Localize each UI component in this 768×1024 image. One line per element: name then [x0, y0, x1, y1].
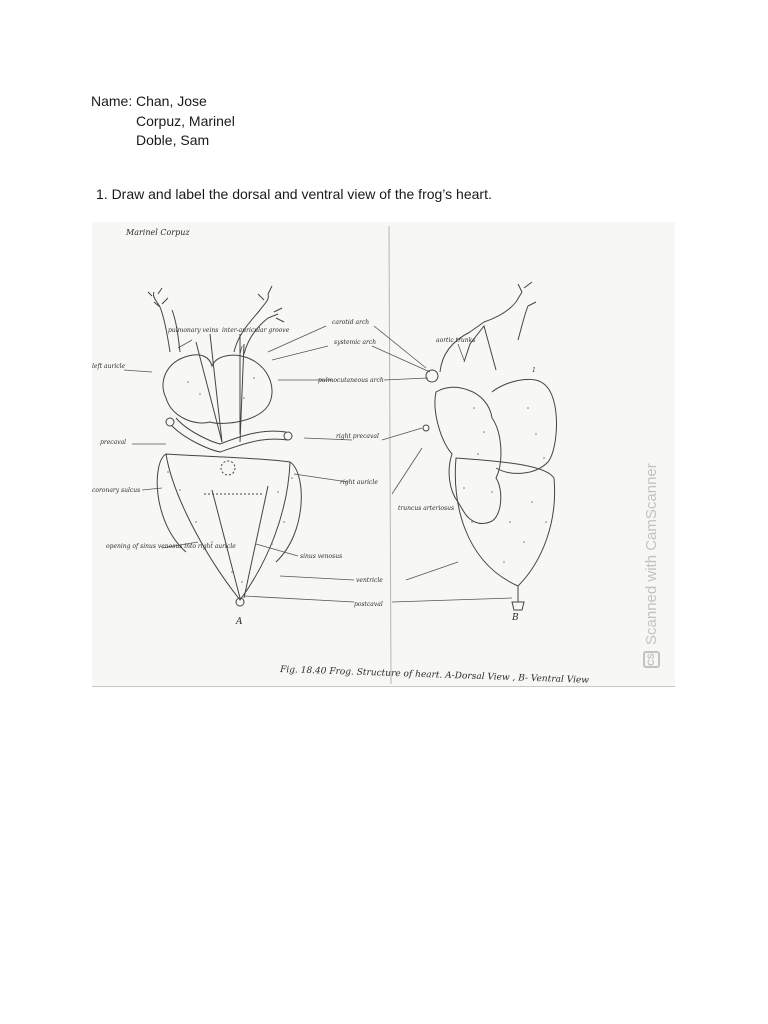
camscanner-watermark	[641, 438, 661, 668]
author-name: Doble, Sam	[136, 132, 210, 148]
diagram-labels	[92, 319, 536, 608]
label-right-auricle: right auricle	[340, 479, 378, 486]
view-b-label: B	[512, 613, 519, 623]
label-right-precaval: right precaval	[336, 433, 379, 440]
label-aortic-trunks: aortic trunks	[436, 337, 476, 344]
author-names	[91, 92, 235, 151]
author-name: Corpuz, Marinel	[136, 112, 235, 129]
figure-caption: Fig. 18.40 Frog. Structure of heart. A-Dorsal View , B- Ventral View	[279, 665, 590, 686]
watermark-text: Scanned with CamScanner	[642, 463, 660, 645]
label-ventricle: ventricle	[356, 577, 383, 584]
author-note: Marinel Corpuz	[126, 228, 190, 237]
label-precaval: precaval	[100, 439, 127, 446]
label-postcaval: postcaval	[354, 601, 383, 608]
label-mark-1: 1	[532, 367, 536, 374]
label-systemic-arch: systemic arch	[334, 339, 377, 346]
label-left-auricle: left auricle	[92, 363, 126, 370]
vessel	[153, 292, 170, 352]
label-sinus-venosus: sinus venosus	[300, 553, 343, 560]
dorsal-heart	[148, 286, 301, 606]
label-coronary-sulcus: coronary sulcus	[92, 487, 141, 494]
label-interauricular-groove: inter-auricular groove	[222, 327, 290, 334]
fold-line	[389, 226, 391, 684]
author-name: Chan, Jose	[136, 93, 207, 109]
view-a-label: A	[236, 617, 243, 627]
label-truncus-arteriosus: truncus arteriosus	[398, 505, 455, 512]
name-label: Name:	[91, 93, 133, 109]
question-text: 1. Draw and label the dorsal and ventral view of the frog’s heart.	[96, 186, 492, 202]
label-pulmonary-veins: pulmonary veins	[168, 327, 219, 334]
label-carotid-arch: carotid arch	[332, 319, 370, 326]
camscanner-logo-icon: CS	[643, 651, 660, 668]
label-opening: opening of sinus venosus into right auricle	[106, 543, 236, 550]
label-pulmocutaneous-arch: pulmocutaneous arch	[318, 377, 384, 384]
vessel	[234, 294, 268, 352]
heart-diagram	[92, 222, 675, 686]
ventral-heart	[423, 282, 557, 610]
leader-lines	[124, 326, 512, 602]
scanned-drawing	[92, 222, 675, 687]
